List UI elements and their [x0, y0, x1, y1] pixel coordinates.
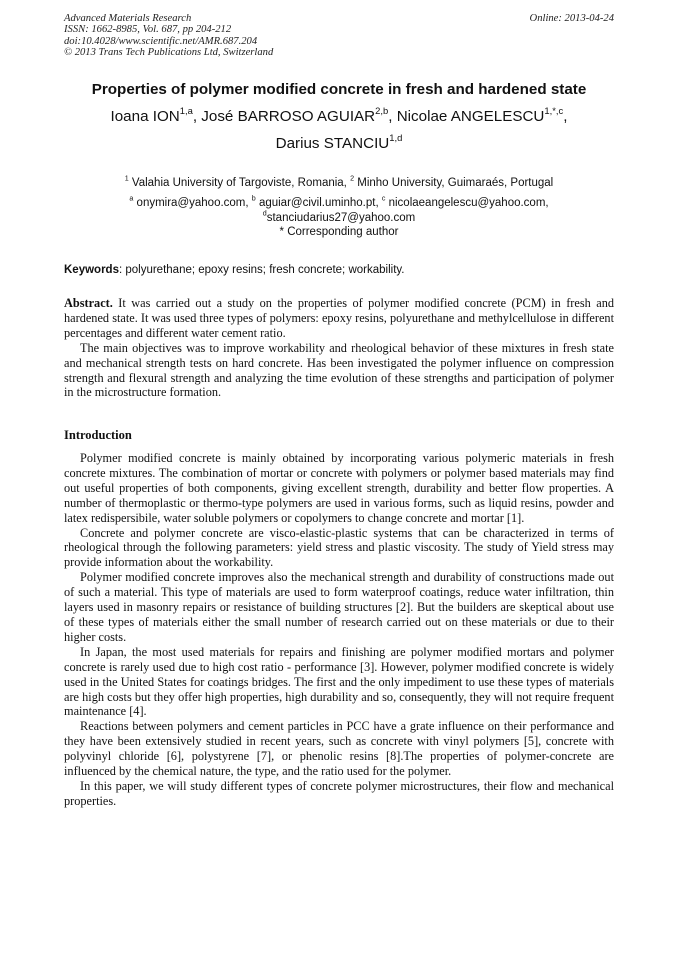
journal-doi[interactable]: doi:10.4028/www.scientific.net/AMR.687.204 — [64, 35, 258, 47]
journal-issn: ISSN: 1662-8985, Vol. 687, pp 204-212 — [64, 24, 232, 36]
email-d[interactable]: stanciudarius27@yahoo.com — [266, 211, 416, 224]
email-line — [40, 211, 638, 226]
author-name: Darius STANCIU — [275, 135, 390, 152]
author-affiliation-mark: 1,*,c — [544, 104, 564, 116]
author-emails — [40, 196, 638, 240]
intro-paragraph: In this paper, we will study different types of concrete polymer microstructures, their flow and mechanical properties. — [64, 778, 614, 808]
email-line — [40, 196, 638, 211]
email-a[interactable]: onymira@yahoo.com, — [133, 197, 252, 209]
section-heading-introduction: Introduction — [64, 428, 132, 442]
author-separator: , — [563, 108, 568, 125]
affiliations — [40, 176, 638, 190]
author-affiliation-mark: 1,d — [389, 131, 403, 143]
intro-paragraph: In Japan, the most used materials for repairs and finishing are polymer modified mortars and polymer concrete is rarely used due to high cost ratio - performance [3]. However, polymer modified concrete is widely used in the United States for coatings bridges. The first and the only impediment to use these types of materials are high costs but they offer high properties, high durability and so, consequently, they will not require frequent maintenance [4]. — [64, 644, 614, 719]
abstract-label: Abstract. — [64, 296, 113, 310]
author-list — [40, 103, 638, 157]
introduction-body — [64, 451, 614, 809]
affiliation-text: Valahia University of Targoviste, Romania, — [128, 177, 351, 189]
intro-paragraph: Polymer modified concrete is mainly obtained by incorporating various polymeric materials in fresh concrete mixtures. The combination of mortar or concrete with polymers or polymer based materials may find out useful properties of both components, giving excellent strength, durability and better flow properties. A number of thermoplastic or thermo-type polymers are used in various forms, such as liquid resins, powder and latex redispersibile, water soluble polymers or copolymers to change concrete and mortar [1]. — [64, 451, 614, 525]
keywords-label: Keywords — [64, 264, 119, 276]
author-affiliation-mark: 2,b — [375, 104, 389, 116]
paper-title: Properties of polymer modified concrete in fresh and hardened state — [91, 81, 587, 98]
author-name: Nicolae ANGELESCU — [396, 108, 545, 125]
intro-paragraph: Polymer modified concrete improves also the mechanical strength and durability of constructions made out of such a material. This type of materials are used to form waterproof coatings, reduce water infiltration, thin layers used in masonry repairs or resistance of building structures [2]. But the builders are skeptical about use of these types of materials either the small number of research carried out on these materials or due to their higher costs. — [64, 570, 614, 644]
intro-paragraph: Concrete and polymer concrete are visco-elastic-plastic systems that can be characterized in terms of rheological through the following parameters: yield stress and plastic viscosity. The study of Yield stress may provide information about the workability. — [64, 525, 614, 570]
journal-header — [64, 13, 273, 59]
abstract-paragraph — [64, 296, 614, 341]
keywords — [64, 263, 404, 277]
email-mark: a — [129, 194, 134, 203]
author-name: Ioana ION — [110, 108, 180, 125]
affiliation-mark: 2 — [350, 174, 355, 183]
email-mark: b — [251, 194, 256, 203]
email-c[interactable]: nicolaeangelescu@yahoo.com, — [385, 197, 549, 209]
email-b[interactable]: aguiar@civil.uminho.pt, — [255, 197, 382, 209]
author-name: José BARROSO AGUIAR — [201, 108, 376, 125]
abstract-paragraph: The main objectives was to improve workability and rheological behavior of these mixtures in fresh state and mechanical strength tests on hard concrete. Has been investigated the polymer influence on compression strength and flexural strength and analyzing the time evolution of these strengths and participation of polymer in the microstructure formation. — [64, 340, 614, 400]
abstract-text: It was carried out a study on the properties of polymer modified concrete (PCM) in fresh and hardened state. It was used three types of polymers: epoxy resins, polyurethane and methylcellulose in different percentages and different water cement ratio. — [64, 296, 614, 340]
author-affiliation-mark: 1,a — [179, 104, 193, 116]
corresponding-author-note: * Corresponding author — [279, 226, 399, 238]
abstract — [64, 296, 614, 400]
email-mark: c — [381, 194, 386, 203]
intro-paragraph: Reactions between polymers and cement particles in PCC have a grate influence on their performance and they have been extensively studied in recent years, such as concrete with vinyl polymers [5], concrete with polyvinyl chloride [6], polystyrene [7], or phenolic resins [8].The properties of polymer-concrete are influenced by the chemical nature, the type, and the ratio used for the polymer. — [64, 719, 614, 779]
affiliation-text: Minho University, Guimaraés, Portugal — [354, 177, 554, 189]
author-separator: , — [192, 108, 202, 125]
affiliation-mark: 1 — [124, 174, 129, 183]
author-separator: , — [388, 108, 397, 125]
journal-name: Advanced Materials Research — [64, 13, 192, 24]
keywords-text: : polyurethane; epoxy resins; fresh concrete; workability. — [118, 264, 405, 276]
online-date: Online: 2013-04-24 — [529, 13, 614, 24]
journal-copyright: © 2013 Trans Tech Publications Ltd, Switzerland — [64, 47, 274, 59]
email-mark: d — [262, 209, 267, 218]
